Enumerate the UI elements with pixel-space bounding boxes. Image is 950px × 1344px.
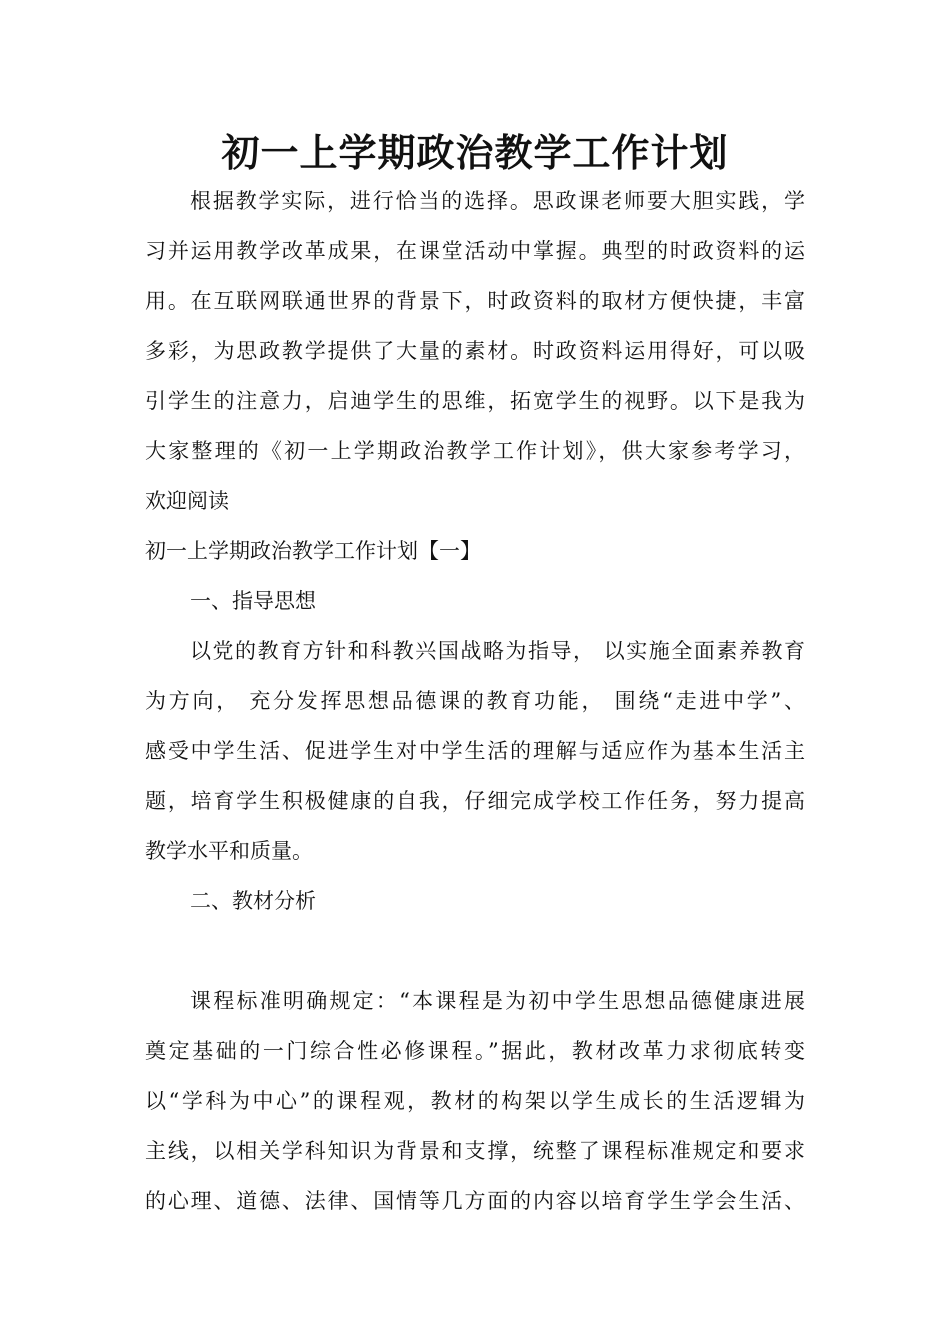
intro-line: 习并运用教学改革成果，在课堂活动中掌握。典型的时政资料的运 [145,239,805,263]
section-heading: 二、教材分析 [190,889,316,913]
intro-line: 引学生的注意力，启迪学生的思维，拓宽学生的视野。以下是我为 [145,389,805,413]
intro-line: 用。在互联网联通世界的背景下，时政资料的取材方便快捷，丰富 [145,289,805,313]
intro-line: 根据教学实际，进行恰当的选择。思政课老师要大胆实践，学 [190,189,805,213]
paragraph-line: 题，培育学生积极健康的自我，仔细完成学校工作任务，努力提高 [145,789,805,813]
paragraph-line: 主线，以相关学科知识为背景和支撑，统整了课程标准规定和要求 [145,1139,805,1163]
paragraph-line: 感受中学生活、促进学生对中学生活的理解与适应作为基本生活主 [145,739,805,763]
paragraph-line: 为方向， 充分发挥思想品德课的教育功能， 围绕“走进中学”、 [145,689,805,713]
paragraph-line: 课程标准明确规定：“本课程是为初中学生思想品德健康进展 [190,989,805,1013]
intro-line: 欢迎阅读 [145,489,229,513]
paragraph-line: 教学水平和质量。 [145,839,313,863]
section-heading: 一、指导思想 [190,589,316,613]
intro-line: 多彩，为思政教学提供了大量的素材。时政资料运用得好，可以吸 [145,339,805,363]
document-title: 初一上学期政治教学工作计划 [221,131,729,175]
paragraph-line: 以“学科为中心”的课程观，教材的构架以学生成长的生活逻辑为 [145,1089,805,1113]
intro-line: 大家整理的《初一上学期政治教学工作计划》，供大家参考学习， [145,439,805,463]
paragraph-line: 奠定基础的一门综合性必修课程。”据此，教材改革力求彻底转变 [145,1039,805,1063]
paragraph-line: 的心理、道德、法律、国情等几方面的内容以培育学生学会生活、 [145,1189,805,1213]
section-title: 初一上学期政治教学工作计划【一】 [145,539,481,563]
paragraph-line: 以党的教育方针和科教兴国战略为指导， 以实施全面素养教育 [190,639,805,663]
